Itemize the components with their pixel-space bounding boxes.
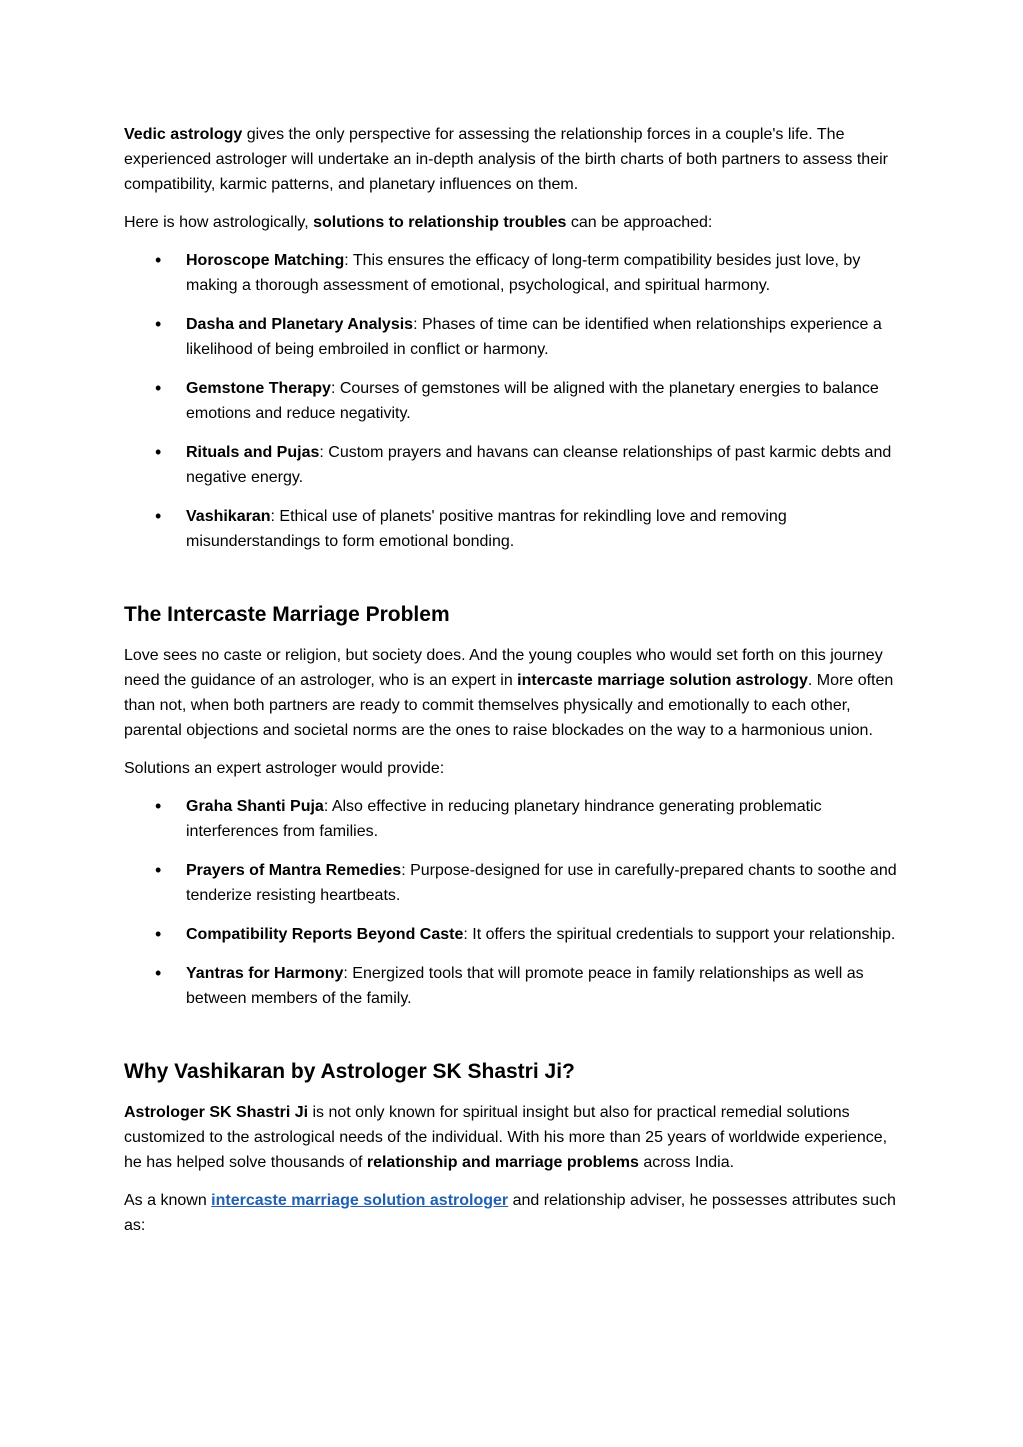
list-item-title: Dasha and Planetary Analysis [186,316,414,333]
list-item-title: Compatibility Reports Beyond Caste [186,926,464,943]
approach-text-bold: solutions to relationship troubles [313,214,567,231]
list-item [124,376,904,426]
approach-paragraph [124,210,904,235]
astrologer-text-post: across India. [638,1154,735,1171]
list-item [124,312,904,362]
list-item-text: : Courses of gemstones will be aligned with the planetary energies to balance emotions and reduce negativity. [186,380,879,422]
list-item [124,858,904,908]
approach-text-pre: Here is how astrologically, [124,214,314,231]
list-item-title: Gemstone Therapy [186,380,331,397]
vedic-astrology-term: Vedic astrology [124,126,243,143]
intercaste-text-post: . More often than not, when both partners are ready to commit themselves physically and emotionally to each other, parental objections and societal norms are the ones to raise blockades on the way to a harmonious union. [124,672,894,739]
approach-text-post: can be approached: [566,214,713,231]
list-item-text: : Purpose-designed for use in carefully-prepared chants to soothe and tenderize resisting heartbeats. [186,862,897,904]
solutions-intro-paragraph: Solutions an expert astrologer would provide: [124,760,445,777]
expert-solutions-list [124,794,904,1011]
attributes-text-post: and relationship adviser, he possesses attributes such as: [124,1192,896,1234]
list-item [124,794,904,844]
intro-paragraph [124,122,904,197]
astrologer-paragraph [124,1100,904,1175]
list-item-text: : Also effective in reducing planetary hindrance generating problematic interferences from families. [186,798,822,840]
list-item-title: Rituals and Pujas [186,444,320,461]
list-item-title: Graha Shanti Puja [186,798,324,815]
attributes-paragraph [124,1188,904,1238]
astrologer-text-mid: is not only known for spiritual insight but also for practical remedial solutions customized to the astrological needs of the individual. With his more than 25 years of worldwide experience, he has helped solve thousands of [124,1104,888,1171]
solutions-list [124,248,904,554]
list-item [124,961,904,1011]
list-item-title: Vashikaran [186,508,271,525]
list-item [124,922,904,947]
list-item-text: : This ensures the efficacy of long-term compatibility besides just love, by making a thorough assessment of emotional, psychological, and spiritual harmony. [186,252,861,294]
intercaste-text-bold: intercaste marriage solution astrology [517,672,808,689]
list-item-text: : Phases of time can be identified when relationships experience a likelihood of being embroiled in conflict or harmony. [186,316,882,358]
list-item-text: : Energized tools that will promote peace in family relationships as well as between members of the family. [186,965,864,1007]
list-item [124,440,904,490]
astrologer-name: Astrologer SK Shastri Ji [124,1104,309,1121]
section-heading-intercaste: The Intercaste Marriage Problem [124,603,450,626]
intercaste-astrologer-link[interactable]: intercaste marriage solution astrologer [211,1192,509,1209]
list-item-text: : Custom prayers and havans can cleanse relationships of past karmic debts and negative energy. [186,444,892,486]
intro-paragraph-text: gives the only perspective for assessing the relationship forces in a couple's life. The experienced astrologer will undertake an in-depth analysis of the birth charts of both partners to assess their compatibility, karmic patterns, and planetary influences on them. [124,126,888,193]
intercaste-paragraph [124,643,904,743]
section-heading-why-vashikaran: Why Vashikaran by Astrologer SK Shastri Ji? [124,1060,575,1083]
list-item-title: Prayers of Mantra Remedies [186,862,402,879]
intercaste-text-pre: Love sees no caste or religion, but society does. And the young couples who would set forth on this journey need the guidance of an astrologer, who is an expert in [124,647,883,689]
astrologer-text-bold: relationship and marriage problems [366,1154,639,1171]
list-item-title: Yantras for Harmony [186,965,344,982]
attributes-text-pre: As a known [124,1192,212,1209]
list-item-title: Horoscope Matching [186,252,345,269]
list-item [124,248,904,298]
list-item-text: : It offers the spiritual credentials to support your relationship. [463,926,896,943]
list-item [124,504,904,554]
document-page [124,122,904,1251]
list-item-text: : Ethical use of planets' positive mantras for rekindling love and removing misunderstandings to form emotional bonding. [186,508,787,550]
